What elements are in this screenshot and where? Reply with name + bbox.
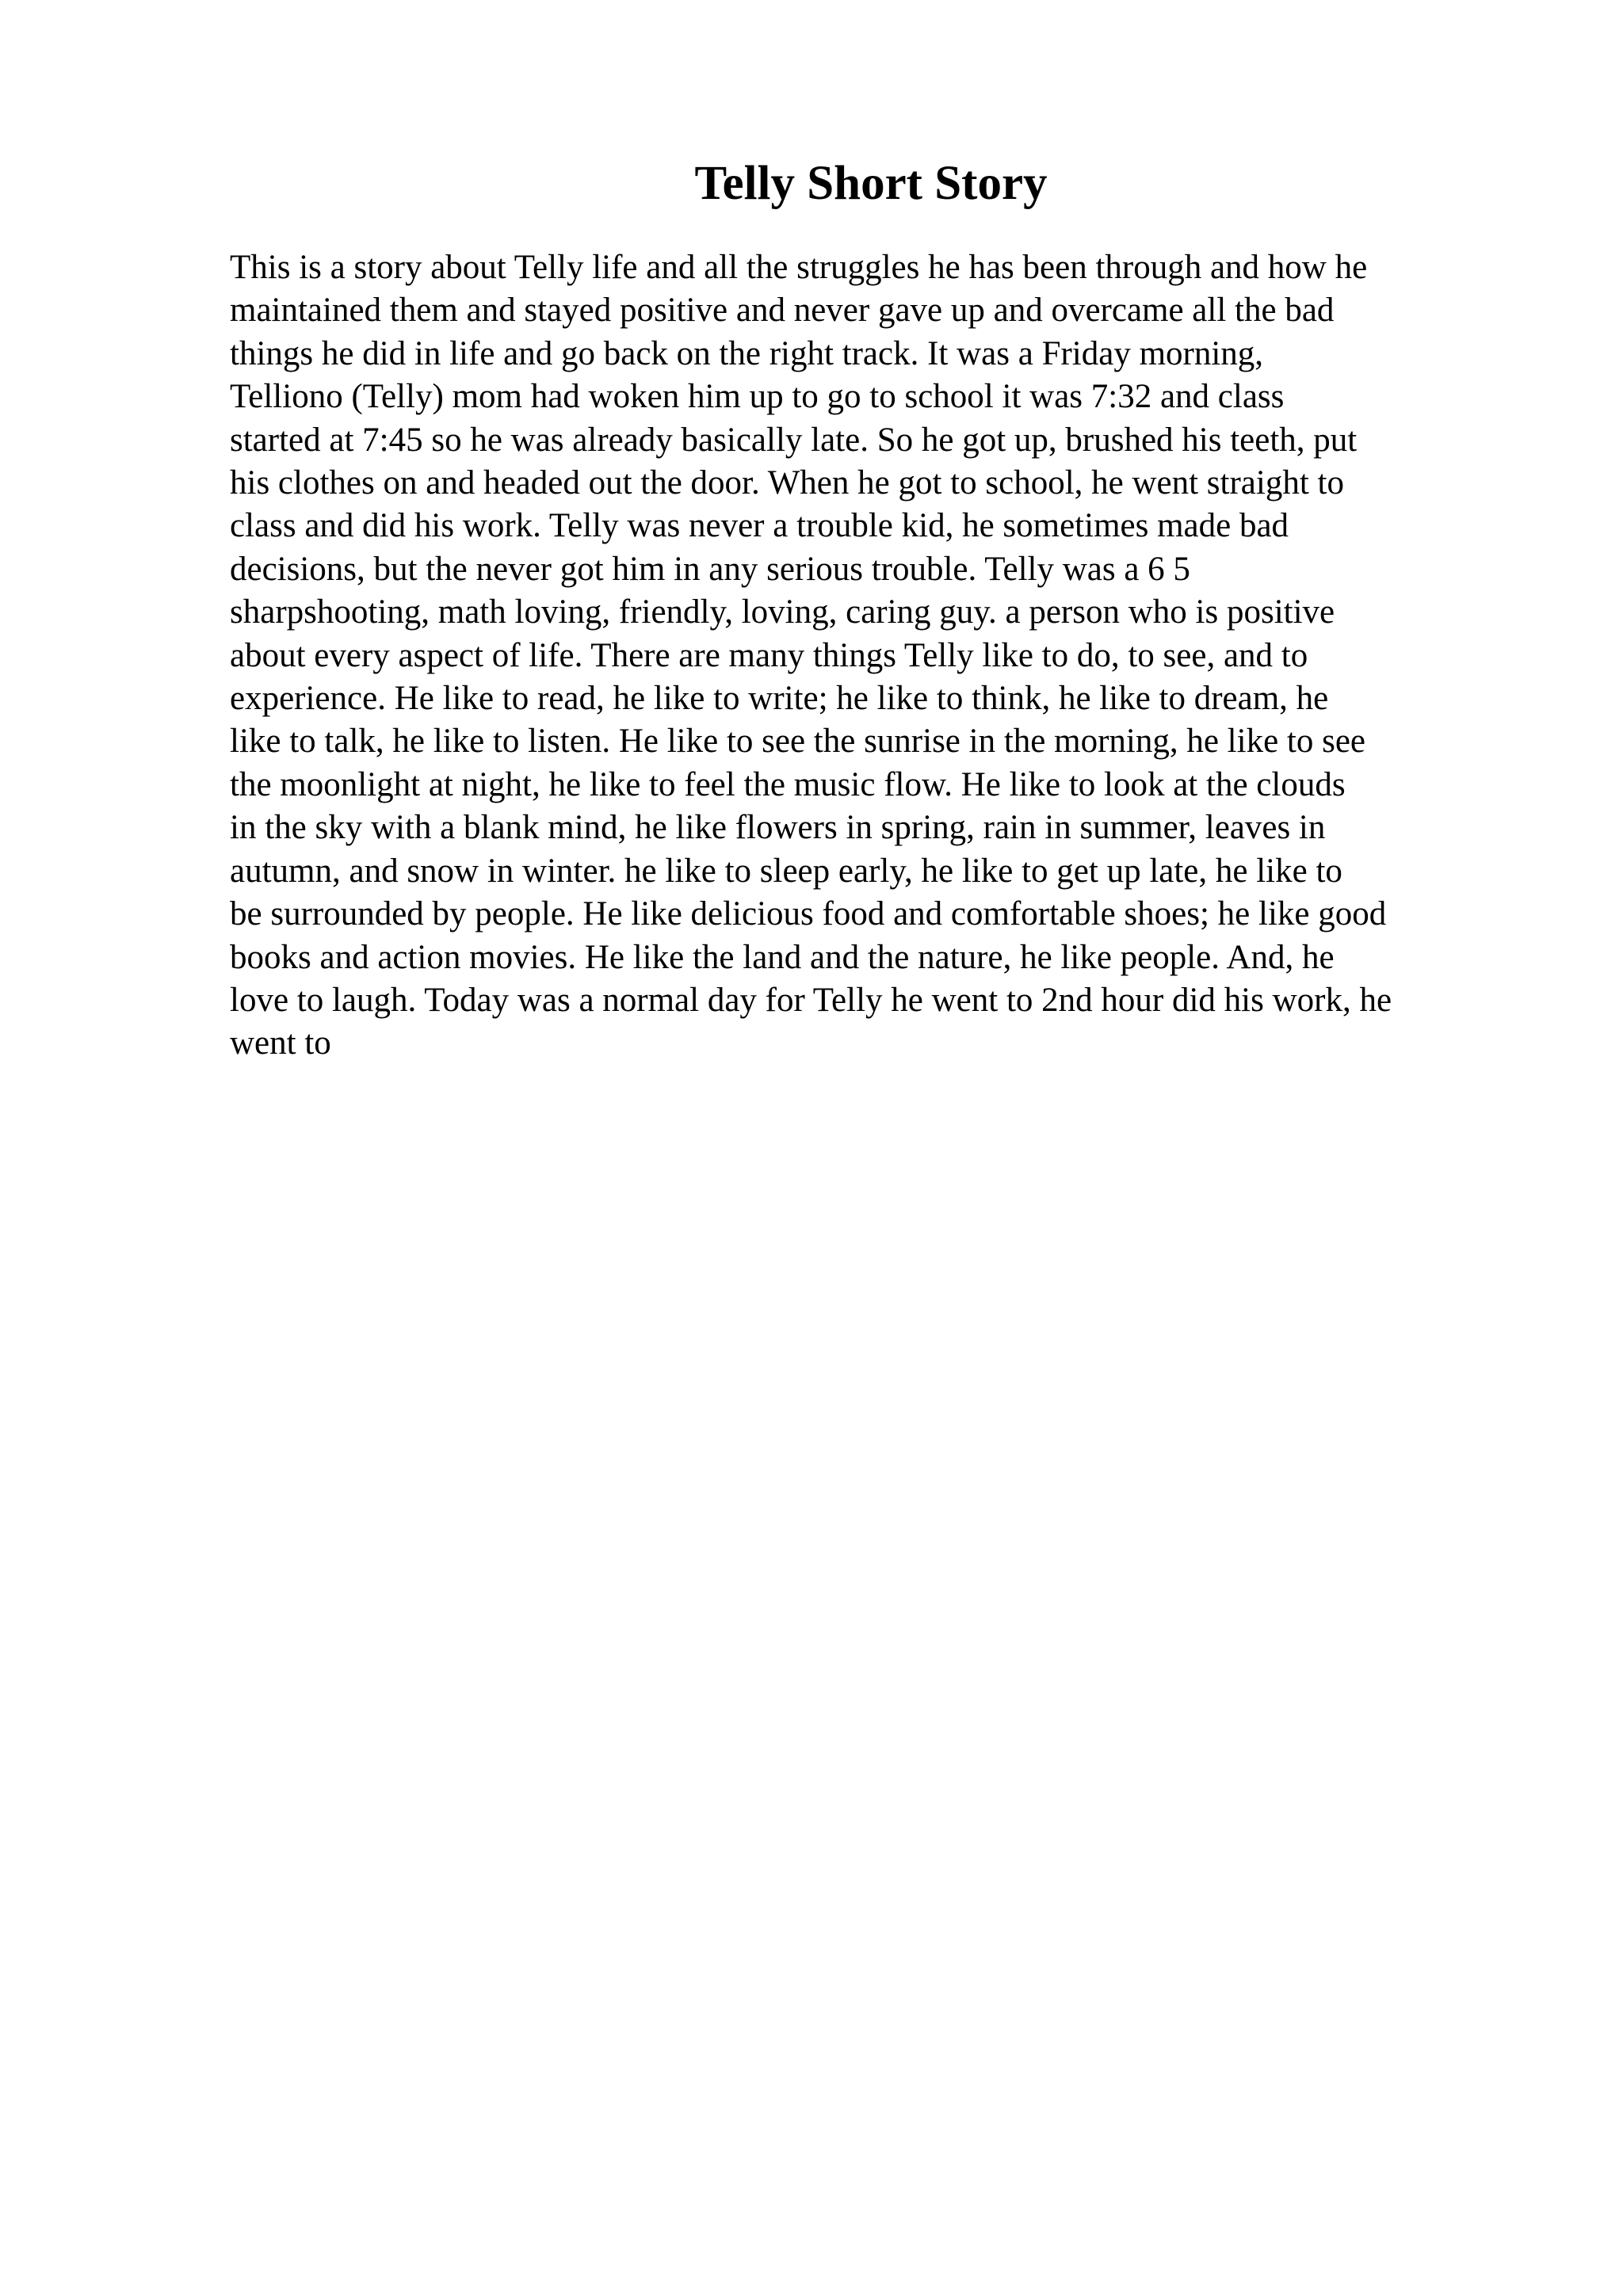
paragraph-line: love to laugh. Today was a normal day for Telly he went to 2nd hour did his work, he [230,981,1392,1019]
paragraph-line: This is a story about Telly life and all the struggles he has been through and how he [230,249,1368,286]
paragraph-line: books and action movies. He like the land and the nature, he like people. And, he [230,938,1335,976]
paragraph-line: the moonlight at night, he like to feel the music flow. He like to look at the clouds [230,765,1346,803]
story-paragraph [230,246,1514,1066]
paragraph-line: experience. He like to read, he like to write; he like to think, he like to dream, he [230,680,1329,718]
paragraph-line: his clothes on and headed out the door. When he got to school, he went straight to [230,464,1344,502]
paragraph-line: Telliono (Telly) mom had woken him up to go to school it was 7:32 and class [230,378,1285,416]
paragraph-line: like to talk, he like to listen. He like to see the sunrise in the morning, he like to see [230,723,1366,761]
paragraph-line: things he did in life and go back on the right track. It was a Friday morning, [230,334,1264,372]
paragraph-line: autumn, and snow in winter. he like to sleep early, he like to get up late, he like to [230,852,1342,890]
paragraph-line: in the sky with a blank mind, he like flowers in spring, rain in summer, leaves in [230,809,1326,847]
paragraph-line: sharpshooting, math loving, friendly, loving, caring guy. a person who is positive [230,593,1335,631]
paragraph-line: decisions, but the never got him in any serious trouble. Telly was a 6 5 [230,550,1190,588]
paragraph-line: be surrounded by people. He like delicious food and comfortable shoes; he like good [230,895,1387,933]
paragraph-line: started at 7:45 so he was already basically late. So he got up, brushed his teeth, put [230,421,1358,459]
paragraph-line: class and did his work. Telly was never a trouble kid, he sometimes made bad [230,507,1289,545]
paragraph-line: maintained them and stayed positive and never gave up and overcame all the bad [230,292,1335,330]
paragraph-line: went to [230,1024,331,1062]
page-title: Telly Short Story [694,157,1048,210]
paragraph-line: about every aspect of life. There are many things Telly like to do, to see, and to [230,636,1308,674]
